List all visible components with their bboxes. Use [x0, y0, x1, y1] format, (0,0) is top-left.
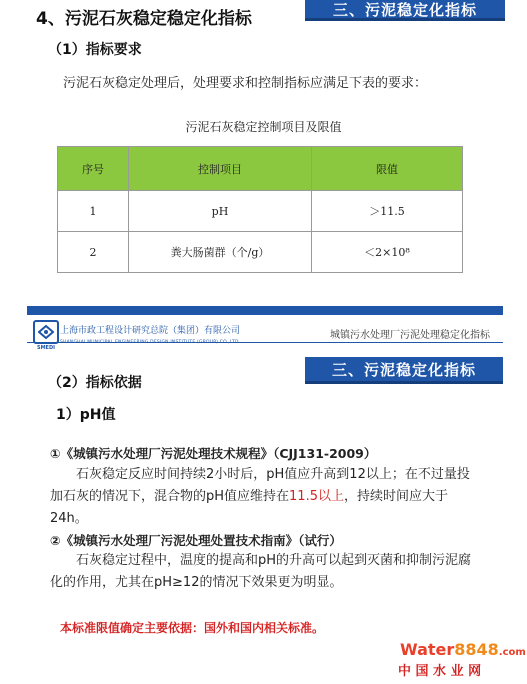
header-control-item: 控制项目: [129, 147, 312, 191]
watermark-cn: 中 国 水 业 网: [398, 664, 482, 679]
reference-2-title: ②《城镇污水处理厂污泥处理处置技术指南》（试行）: [50, 533, 342, 548]
section-heading: 4、污泥石灰稳定稳定化指标: [36, 9, 252, 29]
limits-table: [57, 146, 463, 273]
watermark-brand-tld: .com: [498, 647, 526, 658]
watermark-brand: [400, 640, 526, 659]
reference-1-highlight: 11.5以上: [289, 489, 344, 504]
watermark-brand-b: 8848: [454, 640, 499, 659]
subheading-requirements: （1）指标要求: [48, 42, 142, 58]
cell-control-item: pH: [129, 191, 312, 232]
intro-text: 污泥石灰稳定处理后，处理要求和控制指标应满足下表的要求：: [63, 76, 428, 91]
logo-mark: [33, 320, 59, 344]
logo-icon: [38, 325, 54, 339]
item-title-ph: 1）pH值: [56, 407, 116, 423]
header-index: 序号: [58, 147, 129, 191]
org-logo: [33, 320, 59, 351]
slide-caption: 城镇污水处理厂污泥处理稳定化指标: [330, 330, 490, 341]
subheading-basis: （2）指标依据: [48, 375, 142, 391]
cell-index: 1: [58, 191, 129, 232]
table-title: 污泥石灰稳定控制项目及限值: [185, 120, 342, 134]
section-banner-bottom: 三、污泥稳定化指标: [305, 357, 503, 384]
logo-caption: SMEDI: [36, 345, 55, 351]
table-row: [58, 232, 463, 273]
section-banner-top: 三、污泥稳定化指标: [305, 0, 505, 21]
cell-index: 2: [58, 232, 129, 273]
reference-1-title: ①《城镇污水处理厂污泥处理技术规程》（CJJ131-2009）: [50, 446, 377, 461]
slide-divider: [27, 342, 503, 343]
header-limit: 限值: [312, 147, 463, 191]
reference-1-text: [50, 464, 474, 530]
cell-limit: ＜2×10⁸: [312, 232, 463, 273]
watermark-brand-a: Water: [400, 640, 455, 659]
slide-top-stripe: [27, 306, 503, 315]
reference-2-text: 石灰稳定过程中，温度的提高和pH的升高可以起到灭菌和抑制污泥腐化的作用，尤其在pH≥12的情况下效果更为明显。: [50, 553, 472, 590]
org-name: 上海市政工程设计研究总院（集团）有限公司: [60, 326, 241, 336]
reference-1-text-b: ，持续时间应大于24h。: [50, 489, 448, 526]
reference-1-text-a: 石灰稳定反应时间持续2小时后，pH值应升高到12以上；在不过量投加石灰的情况下，混合物的pH值应维持在: [50, 467, 470, 504]
conclusion-text: 本标准限值确定主要依据：国外和国内相关标准。: [60, 621, 325, 635]
table-header-row: [58, 147, 463, 191]
cell-limit: ＞11.5: [312, 191, 463, 232]
table-row: [58, 191, 463, 232]
cell-control-item: 粪大肠菌群（个/g）: [129, 232, 312, 273]
